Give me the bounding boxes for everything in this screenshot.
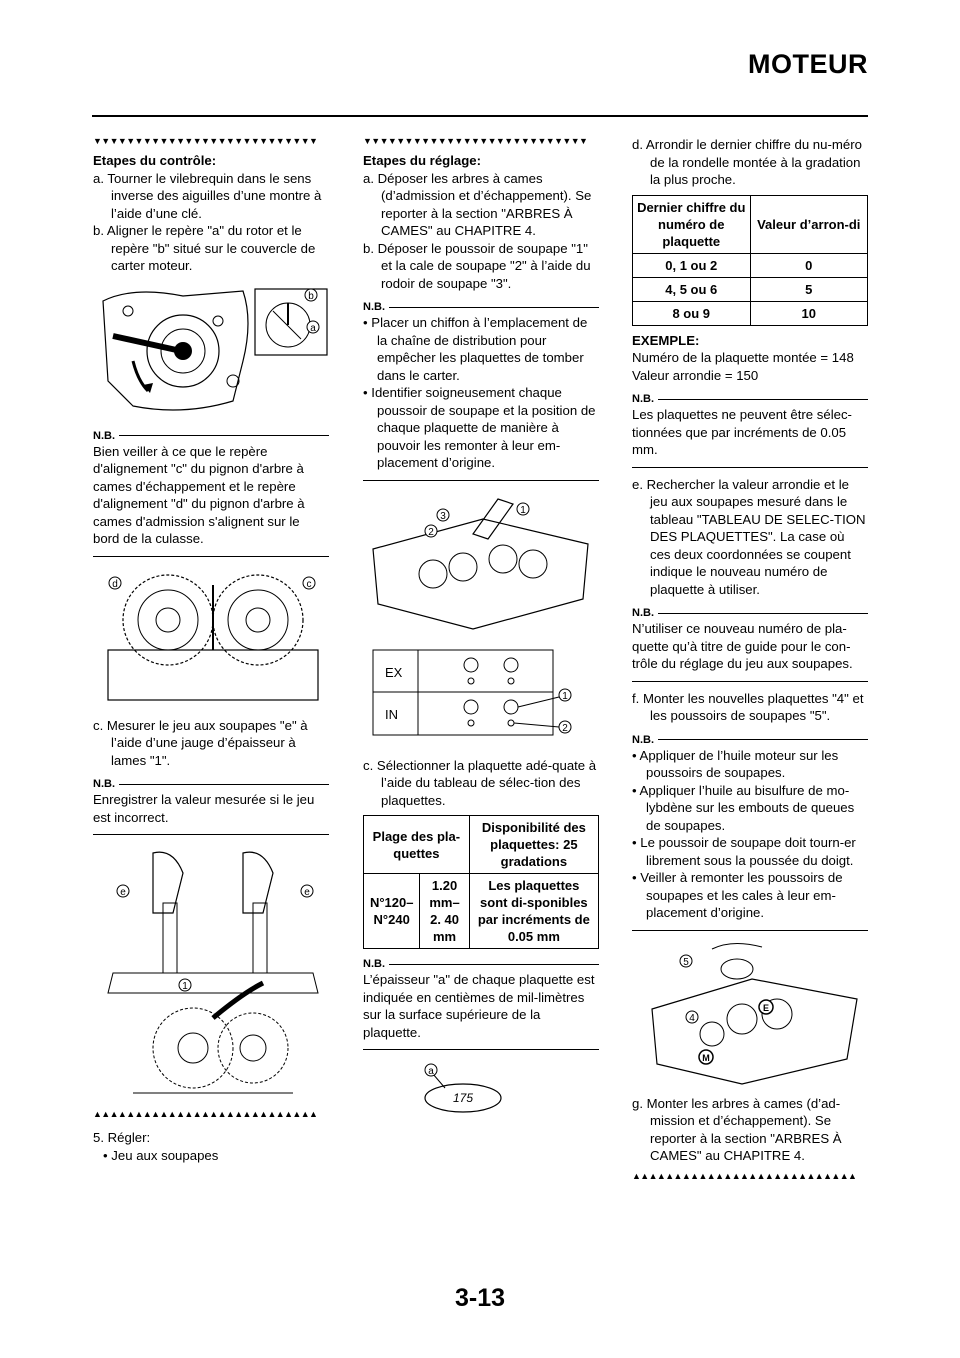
section-end-marker: ▲▲▲▲▲▲▲▲▲▲▲▲▲▲▲▲▲▲▲▲▲▲▲▲▲▲▲	[632, 1170, 857, 1181]
rotor-alignment-figure	[93, 281, 329, 421]
note-text-guide: N’utiliser ce nouveau numéro de pla-quette qu’à titre de guide pour le con-trôle du réglage du jeu aux soupapes.	[632, 621, 853, 671]
table-cell-thickness-range: 1.20 mm–2. 40 mm	[420, 874, 469, 949]
note-bullet-rotate: • Le poussoir de soupape doit tourn-er librement sous la poussée du doigt.	[632, 835, 856, 868]
column-3	[632, 136, 868, 1181]
fig-label-4: 4	[689, 1012, 695, 1024]
note-bullet-cloth: • Placer un chiffon à l’emplacement de la chaîne de distribution pour empêcher les plaquettes de tomber dans le carter.	[363, 315, 588, 383]
note-label: N.B.	[632, 733, 868, 747]
header-rule	[92, 115, 868, 117]
note-label: N.B.	[363, 300, 599, 314]
adjust-step-f: f. Monter les nouvelles plaquettes "4" et les poussoirs de soupapes "5".	[632, 690, 864, 723]
note-label: N.B.	[632, 606, 868, 620]
fig3-label-e-right: e	[304, 887, 310, 898]
rounding-row-1-value: 0	[750, 253, 868, 277]
adjust-step-a: a. Déposer les arbres à cames (d’admission et d’échappement). Se reporter à la section "ARBRES À CAMES" au CHAPITRE 4.	[363, 170, 592, 238]
camshaft-sprocket-figure	[93, 565, 329, 705]
rounding-row-2-value: 5	[750, 277, 868, 301]
section-start-marker: ▼▼▼▼▼▼▼▼▼▼▼▼▼▼▼▼▼▼▼▼▼▼▼▼▼▼▼	[363, 136, 588, 146]
fig-label-e-oil: E	[762, 1002, 770, 1013]
adjust-step-d: d. Arrondir le dernier chiffre du nu-méro de la rondelle montée à la gradation la plus proche.	[632, 137, 862, 187]
diagram-row-in: IN	[385, 706, 398, 722]
note-end-rule	[363, 480, 599, 481]
note-text-alignment: Bien veiller à ce que le repère d'alignement "c" du pignon d'arbre à cames d'échappement et le repère d'alignement "d" du pignon d'arbre à cames d'admission s'alignent sur le bord de la culasse.	[93, 443, 305, 546]
shim-position-diagram	[363, 645, 599, 745]
fig1-label-a: a	[310, 322, 316, 334]
table-cell-number-range: N°120–N°240	[364, 874, 420, 949]
rounding-header-value: Valeur d’arron-di	[750, 195, 868, 253]
note-text-thickness: L’épaisseur "a" de chaque plaquette est indiquée en centièmes de mil-limètres sur la surface supérieure de la plaquette.	[363, 972, 595, 1040]
note-bullet-identify: • Identifier soigneusement chaque poussoir de soupape et la position de chaque plaquette de manière à pouvoir les remonter à leur em-placement d’origine.	[363, 385, 596, 470]
check-step-a: a. Tourner le vilebrequin dans le sens inverse des aiguilles d’une montre à l’aide d’une clé.	[93, 170, 322, 221]
fig-label-2: 2	[428, 526, 434, 538]
example-label: EXEMPLE:	[632, 332, 700, 348]
fig1-label-b: b	[308, 290, 314, 302]
table-cell-increments: Les plaquettes sont di-sponibles par incréments de 0.05 mm	[469, 874, 598, 949]
table-header-range: Plage des pla-quettes	[364, 816, 470, 874]
example-line-1: Numéro de la plaquette montée = 148	[632, 350, 854, 365]
step-5-bullet: • Jeu aux soupapes	[103, 1147, 219, 1163]
column-1	[93, 136, 329, 1164]
check-steps-heading: Etapes du contrôle:	[93, 153, 217, 168]
diagram-label-1: 1	[562, 690, 568, 702]
note-label: N.B.	[363, 957, 599, 971]
rounding-table	[632, 195, 868, 326]
adjust-step-e: e. Rechercher la valeur arrondie et le jeu aux soupapes mesuré dans le tableau "TABLEAU DE SELEC-TION DES PLAQUETTES". La case où ces deux coordonnées se coupent indique le nouveau numéro de plaquette à utiliser.	[632, 476, 866, 597]
fig-label-3: 3	[440, 510, 446, 522]
note-label: N.B.	[632, 392, 868, 406]
fig-label-1: 1	[520, 504, 526, 516]
shim-marking-figure	[363, 1058, 599, 1128]
step-5-adjust: 5. Régler:	[93, 1130, 151, 1145]
page-number: 3-13	[454, 1284, 506, 1312]
note-text-increments: Les plaquettes ne peuvent être sélec-tionnées que par incréments de 0.05 mm.	[632, 407, 852, 457]
shim-number: 175	[452, 1091, 474, 1105]
column-2	[363, 136, 599, 1134]
check-step-c: c. Mesurer le jeu aux soupapes "e" à l’aide d’une jauge d’épaisseur à lames "1".	[93, 717, 308, 768]
note-bullet-reinstall: • Veiller à remonter les poussoirs de soupapes et les cales à leur em-placement d’origine.	[632, 870, 843, 920]
adjust-step-b: b. Déposer le poussoir de soupape "1" et la cale de soupape "2" à l’aide du rodoir de soupape "3".	[363, 240, 591, 291]
rounding-row-3-value: 10	[750, 301, 868, 325]
fig3-label-e-left: e	[120, 887, 126, 898]
note-end-rule	[632, 681, 868, 682]
fig2-label-d: d	[112, 578, 118, 590]
note-end-rule	[93, 556, 329, 557]
rounding-header-digit: Dernier chiffre du numéro de plaquette	[633, 195, 751, 253]
note-text-record: Enregistrer la valeur mesurée si le jeu est incorrect.	[93, 792, 315, 825]
note-bullet-moly: • Appliquer l’huile au bisulfure de mo-lybdène sur les embouts de queues de soupapes.	[632, 782, 855, 833]
note-end-rule	[632, 467, 868, 468]
note-end-rule	[632, 930, 868, 931]
rounding-row-3-digit: 8 ou 9	[633, 301, 751, 325]
shim-range-table	[363, 815, 599, 949]
diagram-row-ex: EX	[385, 664, 403, 680]
rounding-row-2-digit: 4, 5 ou 6	[633, 277, 751, 301]
fig2-label-c: c	[306, 578, 312, 590]
fig-label-m-moly: M	[702, 1052, 710, 1063]
adjust-step-g: g. Monter les arbres à cames (d’ad-mission et d’échappement). Se reporter à la section "ARBRES À CAMES" au CHAPITRE 4.	[632, 1095, 842, 1163]
table-header-availability: Disponibilité des plaquettes: 25 gradations	[469, 816, 598, 874]
adjust-steps-heading: Etapes du réglage:	[363, 153, 481, 168]
section-end-marker: ▲▲▲▲▲▲▲▲▲▲▲▲▲▲▲▲▲▲▲▲▲▲▲▲▲▲▲	[93, 1109, 318, 1119]
check-step-b: b. Aligner le repère "a" du rotor et le repère "b" situé sur le couvercle de carter moteur.	[93, 223, 316, 273]
adjust-step-c: c. Sélectionner la plaquette adé-quate à l’aide du tableau de sélec-tion des plaquettes.	[363, 757, 597, 808]
fig3-label-1: 1	[182, 981, 188, 992]
rounding-row-1-digit: 0, 1 ou 2	[633, 253, 751, 277]
note-end-rule	[93, 834, 329, 835]
example-line-2: Valeur arrondie = 150	[632, 367, 759, 383]
valve-lifter-removal-figure	[363, 489, 599, 639]
fig-label-5: 5	[683, 956, 689, 968]
note-end-rule	[363, 1049, 599, 1050]
note-label: N.B.	[93, 429, 329, 443]
feeler-gauge-figure	[93, 843, 329, 1103]
note-label: N.B.	[93, 777, 329, 791]
note-bullet-oil: • Appliquer de l’huile moteur sur les poussoirs de soupapes.	[632, 747, 839, 780]
section-start-marker: ▼▼▼▼▼▼▼▼▼▼▼▼▼▼▼▼▼▼▼▼▼▼▼▼▼▼▼	[93, 136, 318, 146]
diagram-label-2: 2	[562, 722, 568, 734]
shim-label-a: a	[428, 1066, 434, 1077]
page-header-title: MOTEUR	[748, 49, 868, 79]
lifter-install-figure	[632, 939, 868, 1089]
